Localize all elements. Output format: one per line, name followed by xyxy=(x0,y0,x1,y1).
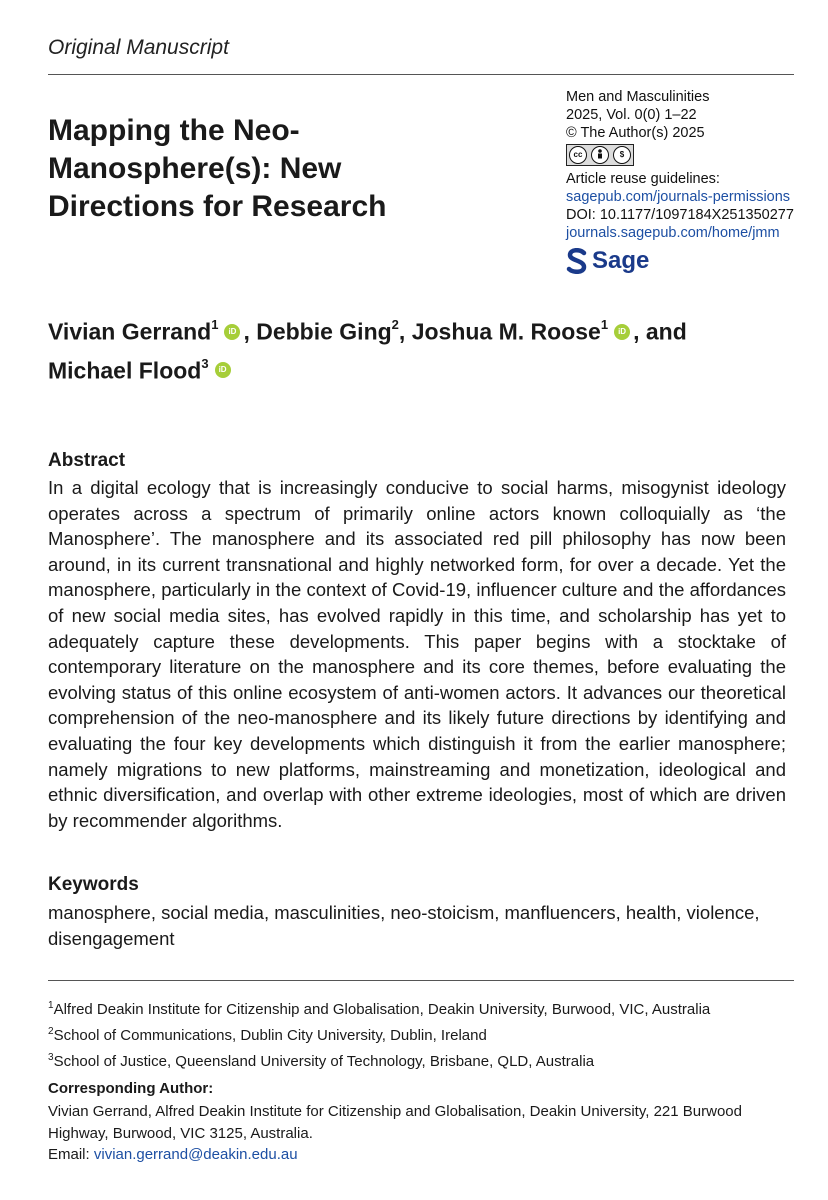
corresponding-author-heading: Corresponding Author: xyxy=(48,1080,214,1097)
author-list xyxy=(48,310,788,387)
author-separator: , xyxy=(243,318,257,345)
affiliation-text: School of Justice, Queensland University of Technology, Brisbane, QLD, Australia xyxy=(53,1053,595,1070)
journal-citation: 2025, Vol. 0(0) 1–22 xyxy=(566,107,697,123)
orcid-icon[interactable]: iD xyxy=(614,324,630,340)
affiliation-item xyxy=(48,995,808,1021)
corresponding-author-address: Vivian Gerrand, Alfred Deakin Institute for Citizenship and Globalisation, Deakin University, 221 Burwood Highway, Burwood, VIC 3125, Australia. xyxy=(48,1103,742,1142)
footnote-divider xyxy=(48,980,794,981)
author-affiliation-number: 2 xyxy=(391,317,399,332)
journal-meta xyxy=(566,88,806,274)
orcid-icon[interactable]: iD xyxy=(224,324,240,340)
header-divider xyxy=(48,74,794,75)
author-separator: , xyxy=(398,318,412,345)
email-line xyxy=(48,1144,788,1166)
affiliation-number: 3 xyxy=(48,1052,54,1063)
journal-name: Men and Masculinities xyxy=(566,89,710,105)
by-icon xyxy=(591,146,609,164)
publisher-logo[interactable] xyxy=(566,248,806,274)
copyright-line: © The Author(s) 2025 xyxy=(566,125,705,141)
cc-license-badge[interactable] xyxy=(566,144,634,166)
author-name: Michael Flood xyxy=(48,357,202,384)
section-label: Original Manuscript xyxy=(48,36,229,59)
author-name: Joshua M. Roose xyxy=(411,318,601,345)
author-affiliation-number: 1 xyxy=(600,317,609,332)
journal-homepage-link[interactable]: journals.sagepub.com/home/jmm xyxy=(566,225,780,241)
author-name: Vivian Gerrand xyxy=(48,318,212,345)
email-label: Email: xyxy=(48,1146,90,1163)
affiliation-text: Alfred Deakin Institute for Citizenship and Globalisation, Deakin University, Burwood, VIC, Australia xyxy=(53,1001,711,1018)
article-title: Mapping the Neo-Manosphere(s): New Directions for Research xyxy=(48,114,387,223)
affiliation-number: 2 xyxy=(48,1026,54,1037)
cc-icon: cc xyxy=(569,146,587,164)
affiliation-item xyxy=(48,1047,808,1073)
permissions-link[interactable]: sagepub.com/journals-permissions xyxy=(566,189,791,205)
affiliation-text: School of Communications, Dublin City University, Dublin, Ireland xyxy=(53,1027,487,1044)
email-link[interactable]: vivian.gerrand@deakin.edu.au xyxy=(93,1146,298,1163)
affiliation-item xyxy=(48,1021,808,1047)
author-affiliation-number: 1 xyxy=(211,317,219,332)
affiliation-number: 1 xyxy=(48,1000,54,1011)
abstract-heading: Abstract xyxy=(48,450,126,471)
publisher-name: Sage xyxy=(592,247,650,274)
abstract-text: In a digital ecology that is increasingly conducive to social harms, misogynist ideology operates across a spectrum of primarily online actors known colloquially as ‘the Manosphere’. The manosphere and its associated red pill philosophy has now been around, in its current transnational and highly networked form, for over a decade. Yet the manosphere, particularly in the context of Covid-19, influencer culture and the affordances of new social media sites, has evolved rapidly in this time, and scholarship has yet to adequately capture these developments. This paper begins with a stocktake of contemporary literature on the manosphere and its core themes, before evaluating the evolving status of this online ecosystem of anti-women actors. It advances our theoretical comprehension of the neo-manosphere and its likely future directions by identifying and evaluating the four key developments which distinguish it from the earlier manosphere; namely migrations to new platforms, mainstreaming and monetization, ideological and ethnic diversification, and overlap with other extreme ideologies, most of which are driven by recommender algorithms. xyxy=(48,477,786,831)
sage-s-icon xyxy=(566,248,588,274)
affiliations xyxy=(48,995,808,1073)
keywords-text: manosphere, social media, masculinities, neo-stoicism, manfluencers, health, violence, disengagement xyxy=(48,902,760,949)
author-separator: , and xyxy=(633,318,687,345)
author-name: Debbie Ging xyxy=(256,318,392,345)
keywords-heading: Keywords xyxy=(48,874,139,895)
reuse-label: Article reuse guidelines: xyxy=(566,171,720,187)
author-affiliation-number: 3 xyxy=(201,355,209,371)
nc-icon: $ xyxy=(613,146,631,164)
doi: DOI: 10.1177/1097184X251350277 xyxy=(566,207,794,223)
corresponding-author-block xyxy=(48,1101,788,1166)
orcid-icon[interactable]: iD xyxy=(215,362,231,378)
